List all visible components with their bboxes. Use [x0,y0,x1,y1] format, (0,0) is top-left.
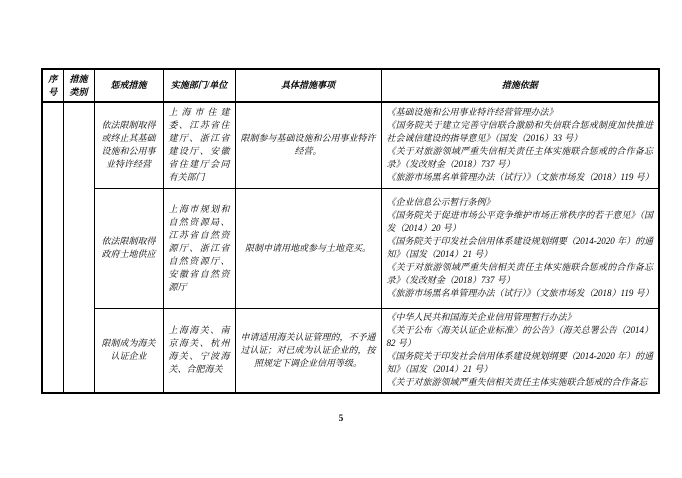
basis-entry: 《中华人民共和国海关企业信用管理暂行办法》 [386,312,576,323]
basis-entry: 《国务院关于印发社会信用体系建设规划纲要（2014-2020 年）的通知》（国发（2014）21 号） [386,351,653,375]
category-cell-merged [63,102,94,393]
column-header-basis: 措施依据 [381,69,659,102]
table-header-row [42,69,659,102]
basis-cell [381,308,659,393]
table-row [42,308,659,393]
table-row [42,102,659,188]
basis-entry: 《关于对旅游领域严重失信相关责任主体实施联合惩戒的合作备忘录》（发改财金（2018）737 号） [386,262,653,285]
item-cell: 限制参与基础设施和公用事业特许经营。 [235,102,381,188]
basis-entry: 《国务院关于印发社会信用体系建设规划纲要（2014-2020 年）的通知》（国发（2014）21 号） [386,236,653,259]
basis-cell [381,188,659,308]
department-cell: 上海市规划和自然资源局、江苏省自然资源厅、浙江省自然资源厅、安徽省自然资源厅 [163,188,235,308]
basis-entry: 《基础设施和公用事业特许经营管理办法》 [386,107,558,118]
measure-cell: 依法限制取得政府土地供应 [94,188,163,308]
table-row [42,188,659,308]
basis-entry: 《关于对旅游领域严重失信相关责任主体实施联合惩戒的合作备忘 [386,377,648,388]
seq-cell-merged [42,102,63,393]
basis-entry: 《旅游市场黑名单管理办法（试行）》（文旅市场发（2018）119 号） [386,172,654,183]
column-header-category-label: 措施类别 [69,73,88,97]
column-header-seq-label: 序号 [48,73,58,97]
column-header-department: 实施部门/单位 [163,69,235,102]
column-header-measure: 惩戒措施 [94,69,163,102]
basis-entry: 《国务院关于促进市场公平竞争维护市场正常秩序的若干意见》（国发（2014）20 号） [386,210,653,233]
basis-entry: 《企业信息公示暂行条例》 [386,197,495,207]
basis-entry: 《旅游市场黑名单管理办法（试行）》（文旅市场发（2018）119 号） [386,288,654,298]
basis-entry: 《关于对旅游领域严重失信相关责任主体实施联合惩戒的合作备忘录》（发改财金（2018）737 号） [386,146,653,170]
department-cell: 上海市住建委、江苏省住建厅、浙江省建设厅、安徽省住建厅会同有关部门 [163,102,235,188]
column-header-seq [42,69,63,102]
column-header-item: 具体措施事项 [235,69,381,102]
measure-cell: 限制成为海关认证企业 [94,308,163,393]
department-cell: 上海海关、南京海关、杭州海关、宁波海关、合肥海关 [163,308,235,393]
item-cell: 限制申请用地或参与土地竞买。 [235,188,381,308]
measure-cell: 依法限制取得或终止其基础设施和公用事业特许经营 [94,102,163,188]
basis-cell [381,102,659,188]
sanction-measures-table [41,68,660,394]
page-number: 5 [338,413,344,423]
item-cell: 申请适用海关认证管理的，不予通过认证；对已成为认证企业的，按照规定下调企业信用等级。 [235,308,381,393]
column-header-category [63,69,94,102]
basis-entry: 《国务院关于建立完善守信联合激励和失信联合惩戒制度加快推进社会诚信建设的指导意见》（国发（2016）33 号） [386,120,653,144]
basis-entry: 《关于公布〈海关认证企业标准〉的公告》（海关总署公告（2014）82 号） [386,325,653,349]
